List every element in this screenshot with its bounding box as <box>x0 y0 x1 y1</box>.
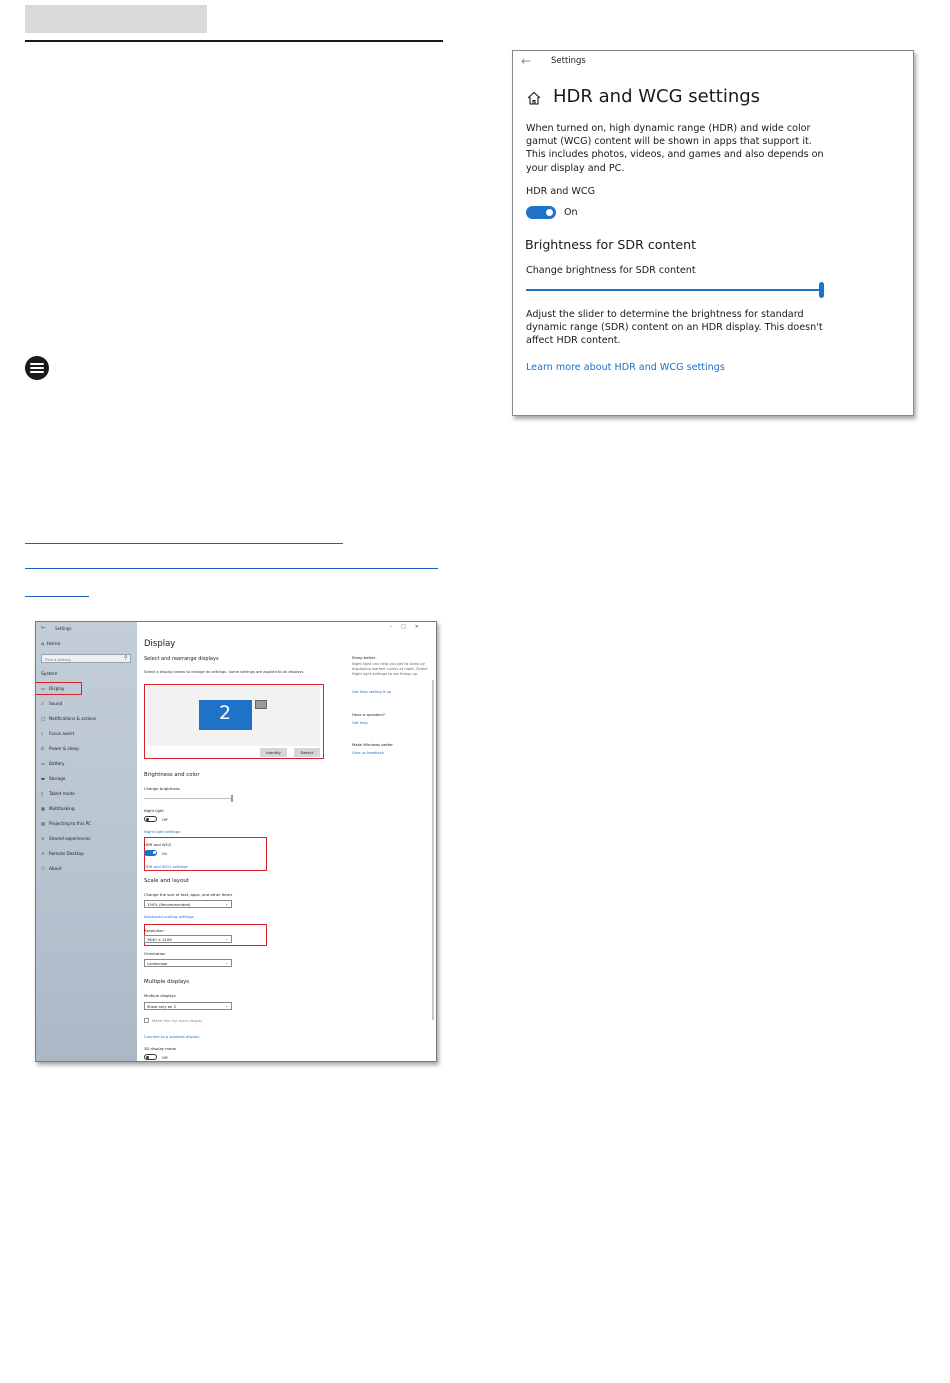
sleep-help-link[interactable]: Get help setting it up <box>352 690 392 694</box>
multitask-icon: ▦ <box>41 806 45 811</box>
select-displays-desc: Select a display below to change its settings. Some settings are applied to all displays. <box>144 670 305 674</box>
search-placeholder: Find a setting <box>45 656 71 662</box>
share-icon: ✕ <box>41 836 45 841</box>
sdr-brightness-slider-track[interactable] <box>526 289 821 291</box>
learn-more-link[interactable]: Learn more about HDR and WCG settings <box>526 362 725 373</box>
sidebar-item-battery[interactable] <box>41 761 65 766</box>
description-text: When turned on, high dynamic range (HDR) and wide color gamut (WCG) content will be shown in apps that support it. This includes photos, videos, and games and also depends on your display and PC. <box>526 123 824 174</box>
sidebar-home-label: Home <box>46 642 61 647</box>
multiple-displays-value: Show only on 2 <box>147 1004 177 1009</box>
hdr-settings-window <box>512 50 914 416</box>
header-tab <box>25 5 207 33</box>
sidebar-section-title: System <box>41 672 58 677</box>
home-icon[interactable] <box>526 90 542 106</box>
sidebar-item-label: Remote Desktop <box>49 851 84 856</box>
brightness-label: Change brightness <box>144 786 180 791</box>
sleep-better-text: Night light can help you get to sleep by displaying warmer colors at night. Select Night light settings to set things up. <box>352 662 428 677</box>
hdr-wcg-toggle[interactable] <box>526 206 556 219</box>
sidebar-item-label: Focus assist <box>49 731 75 736</box>
get-help-link[interactable]: Get help <box>352 721 368 725</box>
night-light-toggle[interactable] <box>144 816 157 822</box>
sidebar-item-remote-desktop[interactable] <box>41 851 84 856</box>
sidebar-item-multitasking[interactable] <box>41 806 75 811</box>
back-arrow-icon[interactable]: ← <box>521 54 532 68</box>
sidebar-item-projecting[interactable] <box>41 821 91 826</box>
sidebar-home[interactable] <box>41 642 60 647</box>
hdr-toggle-state: On <box>564 207 578 218</box>
resolution-label: Resolution <box>144 928 164 933</box>
multiple-displays-heading: Multiple displays <box>144 979 190 985</box>
info-icon: ⓘ <box>41 866 46 871</box>
sidebar-item-storage[interactable] <box>41 776 65 781</box>
page-title: Display <box>144 639 176 649</box>
sidebar-item-label: Sound <box>49 701 63 706</box>
remote-icon: ↗ <box>41 851 45 856</box>
night-light-label: Night light <box>144 808 164 813</box>
detect-button[interactable]: Detect <box>294 748 320 757</box>
night-light-settings-link[interactable]: Night light settings <box>144 829 181 834</box>
orientation-label: Orientation <box>144 951 166 956</box>
identify-button[interactable]: Identify <box>260 748 287 757</box>
header-rule <box>25 40 443 42</box>
scale-label: Change the size of text, apps, and other items <box>144 892 233 897</box>
scale-layout-heading: Scale and layout <box>144 878 189 884</box>
sidebar-item-focus-assist[interactable] <box>41 731 74 736</box>
scrollbar[interactable] <box>432 680 434 1020</box>
link-underline <box>25 568 438 569</box>
orientation-value: Landscape <box>147 961 168 966</box>
main-display-label: Make this my main display <box>152 1018 203 1023</box>
page-title: HDR and WCG settings <box>553 86 761 107</box>
sidebar-item-label: Projecting to this PC <box>49 821 92 826</box>
question-heading: Have a question? <box>352 712 385 717</box>
hdr-toggle[interactable] <box>144 850 157 856</box>
power-icon: ⏻ <box>41 746 45 751</box>
scale-value: 150% (Recommended) <box>147 902 191 907</box>
message-icon: □ <box>41 716 45 721</box>
feedback-link[interactable]: Give us feedback <box>352 751 384 755</box>
storage-icon: ▬ <box>41 776 45 781</box>
sleep-better-heading: Sleep better <box>352 655 376 660</box>
sidebar-item-notifications[interactable] <box>41 716 96 721</box>
sidebar-item-label: Battery <box>49 761 65 766</box>
home-icon: ⌂ <box>41 642 44 647</box>
chevron-down-icon: ⌄ <box>225 1003 229 1008</box>
app-title: Settings <box>55 626 72 631</box>
sdr-brightness-slider-thumb[interactable] <box>819 282 824 298</box>
sidebar-item-power[interactable] <box>41 746 79 751</box>
multiple-displays-label: Multiple displays <box>144 993 176 998</box>
chevron-down-icon: ⌄ <box>225 960 229 965</box>
secondary-monitor-tile[interactable] <box>255 700 267 709</box>
window-controls[interactable]: –□✕ <box>389 624 428 630</box>
sidebar-item-tablet-mode[interactable] <box>41 791 75 796</box>
search-icon[interactable]: ⚲ <box>124 655 128 661</box>
3d-mode-state: Off <box>162 1055 168 1060</box>
display-highlight-box <box>35 682 82 695</box>
advanced-scaling-link[interactable]: Advanced scaling settings <box>144 914 194 919</box>
chevron-down-icon: ⌄ <box>225 936 229 941</box>
display-settings-window <box>35 621 437 1062</box>
sidebar-item-label: Display <box>49 686 65 691</box>
chevron-down-icon: ⌄ <box>225 901 229 906</box>
brightness-heading: Brightness and color <box>144 772 200 778</box>
sidebar-item-label: Storage <box>49 776 66 781</box>
sidebar-item-label: About <box>49 866 62 871</box>
main-display-checkbox[interactable] <box>144 1018 149 1023</box>
brightness-slider-thumb[interactable] <box>231 795 233 802</box>
link-underline <box>25 543 343 544</box>
note-icon <box>25 356 49 380</box>
sidebar-item-label: Notifications & actions <box>49 716 97 721</box>
hdr-label: HDR and WCG <box>144 842 172 847</box>
project-icon: ▧ <box>41 821 45 826</box>
sidebar-item-sound[interactable] <box>41 701 62 706</box>
sidebar-item-label: Multitasking <box>49 806 75 811</box>
hdr-settings-link[interactable]: HDR and WCG settings <box>144 864 188 869</box>
back-arrow-icon[interactable]: ← <box>41 624 47 631</box>
slider-help-text: Adjust the slider to determine the brightness for standard dynamic range (SDR) content on an HDR display. This doesn't affect HDR content. <box>526 309 823 347</box>
wireless-display-link[interactable]: Connect to a wireless display <box>144 1034 200 1039</box>
app-title: Settings <box>551 56 586 66</box>
3d-mode-label: 3D display mode <box>144 1046 177 1051</box>
resolution-value: 3840 × 2160 <box>147 937 172 942</box>
sidebar-item-label: Shared experiences <box>49 836 91 841</box>
sidebar-item-shared-experiences[interactable] <box>41 836 90 841</box>
night-light-state: Off <box>162 817 168 822</box>
link-underline <box>25 596 89 597</box>
monitor-number: 2 <box>219 702 232 724</box>
monitor-icon: ▭ <box>41 686 45 691</box>
sidebar-item-about[interactable] <box>41 866 61 872</box>
3d-mode-toggle[interactable] <box>144 1054 157 1060</box>
sidebar-item-label: Power & sleep <box>49 746 79 751</box>
sdr-slider-label: Change brightness for SDR content <box>526 265 696 276</box>
make-better-heading: Make Windows better <box>352 742 393 747</box>
hdr-state: On <box>162 851 168 856</box>
select-displays-heading: Select and rearrange displays <box>144 656 219 662</box>
battery-icon: ▭ <box>41 761 45 766</box>
sidebar-item-label: Tablet mode <box>49 791 75 796</box>
tablet-icon: ▯ <box>41 791 44 796</box>
brightness-slider[interactable] <box>144 798 232 799</box>
hdr-toggle-label: HDR and WCG <box>526 186 596 197</box>
sdr-brightness-heading: Brightness for SDR content <box>525 237 697 252</box>
speaker-icon: ♪ <box>41 701 44 706</box>
moon-icon: ☾ <box>41 731 45 736</box>
